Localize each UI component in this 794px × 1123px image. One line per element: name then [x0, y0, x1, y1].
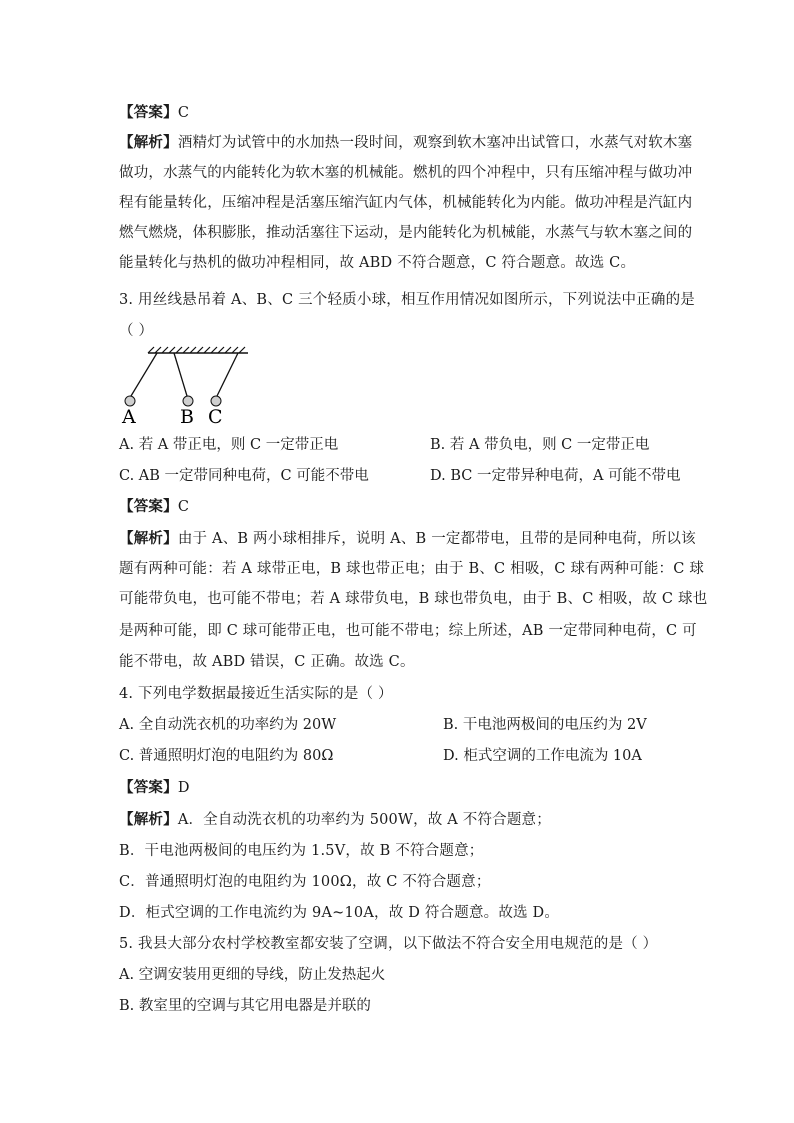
q4-option-d: D. 柜式空调的工作电流为 10A — [443, 748, 642, 764]
q3-option-c: C. AB 一定带同种电荷，C 可能不带电 — [119, 468, 369, 484]
ball-c — [211, 396, 221, 406]
q4-option-c: C. 普通照明灯泡的电阻约为 80Ω — [119, 748, 334, 764]
label-b: B — [180, 406, 194, 427]
q3-analysis-line-3: 可能带负电，也可能不带电；若 A 球带负电，B 球也带负电，由于 B、C 相吸，故 C 球也 — [119, 591, 708, 607]
q4-analysis-line-1 — [119, 810, 551, 830]
q4-option-b: B. 干电池两极间的电压约为 2V — [443, 717, 647, 733]
q5-option-b: B. 教室里的空调与其它用电器是并联的 — [119, 998, 371, 1014]
q4-option-a: A. 全自动洗衣机的功率约为 20W — [119, 717, 337, 733]
analysis-text: 酒精灯为试管中的水加热一段时间，观察到软木塞冲出试管口，水蒸气对软木塞 — [177, 135, 693, 151]
q3-analysis-line-5: 能不带电，故 ABD 错误，C 正确。故选 C。 — [119, 654, 415, 670]
analysis-tag: 【解析】 — [119, 134, 178, 151]
q3-stem-line-2: （ ） — [119, 323, 154, 339]
q3-option-b: B. 若 A 带负电，则 C 一定带正电 — [430, 437, 650, 453]
answer-tag: 【答案】 — [119, 104, 178, 121]
answer-value: D — [177, 780, 190, 796]
q2-analysis-line-5: 能量转化与热机的做功冲程相同，故 ABD 不符合题意，C 符合题意。故选 C。 — [119, 255, 636, 271]
q2-analysis-line-2: 做功，水蒸气的内能转化为软木塞的机械能。燃机的四个冲程中，只有压缩冲程与做功冲 — [119, 165, 693, 181]
q4-stem: 4. 下列电学数据最接近生活实际的是（ ） — [119, 686, 393, 702]
analysis-text: A．全自动洗衣机的功率约为 500W，故 A 不符合题意； — [177, 812, 551, 828]
string-c — [217, 353, 238, 396]
q5-option-a: A. 空调安装用更细的导线，防止发热起火 — [119, 967, 386, 983]
string-b — [174, 353, 187, 396]
q4-answer — [119, 778, 190, 798]
q2-analysis-line-1 — [119, 133, 692, 153]
analysis-tag: 【解析】 — [119, 811, 178, 828]
q4-analysis-line-3: C．普通照明灯泡的电阻约为 100Ω，故 C 不符合题意； — [119, 874, 491, 890]
ceiling-hatch — [148, 347, 248, 353]
q3-option-a: A. 若 A 带正电，则 C 一定带正电 — [119, 437, 339, 453]
label-c: C — [208, 406, 223, 427]
ball-a — [125, 396, 135, 406]
q3-option-d: D. BC 一定带异种电荷，A 可能不带电 — [430, 468, 681, 484]
answer-tag: 【答案】 — [119, 779, 178, 796]
q3-analysis-line-4: 是两种可能，即 C 球可能带正电，也可能不带电；综上所述，AB 一定带同种电荷，C 可 — [119, 623, 697, 639]
q5-stem: 5. 我县大部分农村学校教室都安装了空调，以下做法不符合安全用电规范的是（ ） — [119, 936, 658, 952]
ball-b — [183, 396, 193, 406]
analysis-text: 由于 A、B 两小球相排斥，说明 A、B 一定都带电，且带的是同种电荷，所以该 — [177, 531, 696, 547]
q2-answer — [119, 103, 189, 123]
q4-analysis-line-2: B．干电池两极间的电压约为 1.5V，故 B 不符合题意； — [119, 843, 484, 859]
q4-analysis-line-4: D．柜式空调的工作电流约为 9A~10A，故 D 符合题意。故选 D。 — [119, 905, 560, 921]
q2-analysis-line-4: 燃气燃烧，体积膨胀，推动活塞往下运动，是内能转化为机械能，水蒸气与软木塞之间的 — [119, 225, 693, 241]
q3-stem-line-1: 3. 用丝线悬吊着 A、B、C 三个轻质小球，相互作用情况如图所示，下列说法中正确的是 — [119, 292, 695, 308]
q3-analysis-line-2: 题有两种可能：若 A 球带正电，B 球也带正电；由于 B、C 相吸，C 球有两种可能：C 球 — [119, 561, 705, 577]
q3-pendulum-figure — [114, 345, 254, 427]
answer-value: C — [177, 499, 190, 515]
answer-value: C — [177, 105, 190, 121]
string-a — [131, 353, 157, 396]
analysis-tag: 【解析】 — [119, 530, 178, 547]
answer-tag: 【答案】 — [119, 498, 178, 515]
label-a: A — [122, 406, 136, 427]
q3-answer — [119, 497, 189, 517]
q2-analysis-line-3: 程有能量转化，压缩冲程是活塞压缩汽缸内气体，机械能转化为内能。做功冲程是汽缸内 — [119, 195, 693, 211]
q3-analysis-line-1 — [119, 529, 696, 549]
